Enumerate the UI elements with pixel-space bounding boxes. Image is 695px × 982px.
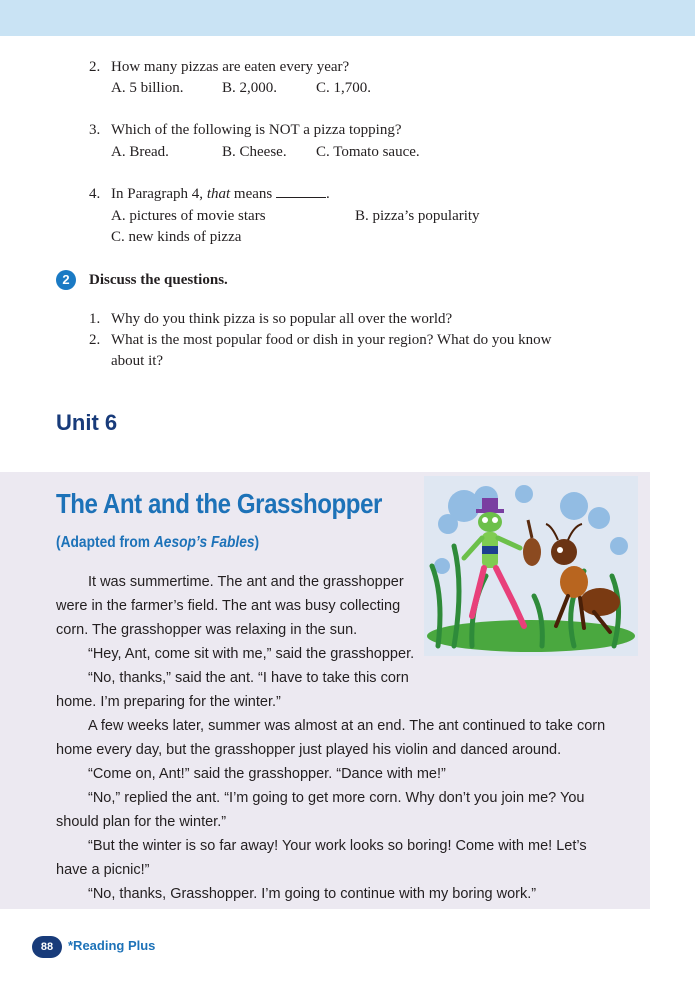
option-a: A. pictures of movie stars: [111, 208, 266, 224]
option-b: B. 2,000.: [222, 80, 278, 96]
story-line: home. I’m preparing for the winter.”: [56, 694, 281, 710]
subtitle-source: Aesop’s Fables: [153, 534, 255, 551]
answer-blank: [276, 183, 326, 198]
unit-title: Unit 6: [56, 410, 118, 435]
option-c: C. 1,700.: [316, 80, 372, 96]
question-text-emphasis: that: [206, 186, 231, 202]
question-text: How many pizzas are eaten every year?: [111, 59, 350, 75]
question-number: 3.: [89, 122, 101, 138]
question-number: 4.: [89, 186, 101, 202]
discuss-item-text-cont: about it?: [111, 353, 164, 369]
discuss-number: 2.: [89, 332, 101, 348]
story-line: should plan for the winter.”: [56, 814, 227, 830]
option-b: B. pizza’s popularity: [355, 208, 480, 224]
question-text-end: .: [325, 186, 330, 202]
story-line: home every day, but the grasshopper just played his violin and danced around.: [56, 742, 562, 758]
story-line: were in the farmer’s field. The ant was busy collecting: [56, 598, 401, 614]
question-text: [111, 183, 330, 205]
story-line: “But the winter is so far away! Your work looks so boring! Come with me! Let’s: [88, 838, 587, 854]
discuss-item-text: Why do you think pizza is so popular all over the world?: [111, 311, 453, 327]
question-text-post: means: [230, 186, 273, 202]
story-line: “Hey, Ant, come sit with me,” said the grasshopper.: [88, 646, 415, 662]
story-line: “Come on, Ant!” said the grasshopper. “Dance with me!”: [88, 766, 446, 782]
story-line: It was summertime. The ant and the grasshopper: [88, 574, 404, 590]
story-line: “No, thanks, Grasshopper. I’m going to continue with my boring work.”: [88, 886, 537, 902]
grasshopper-ant-illustration-icon: [424, 476, 638, 656]
story-title: The Ant and the Grasshopper: [56, 488, 382, 519]
section-label: *Reading Plus: [68, 938, 156, 953]
discuss-number: 1.: [89, 311, 101, 327]
question-text-pre: In Paragraph 4,: [111, 186, 207, 202]
page-number: 88: [32, 936, 62, 958]
option-a: A. 5 billion.: [111, 80, 184, 96]
option-c: C. new kinds of pizza: [111, 229, 242, 245]
top-header-band: [0, 0, 695, 36]
story-subtitle: [56, 534, 259, 552]
discuss-item-text: What is the most popular food or dish in your region? What do you know: [111, 332, 552, 348]
option-b: B. Cheese.: [222, 144, 287, 160]
story-line: have a picnic!”: [56, 862, 150, 878]
story-line: A few weeks later, summer was almost at an end. The ant continued to take corn: [88, 718, 606, 734]
question-number: 2.: [89, 59, 101, 75]
option-c: C. Tomato sauce.: [316, 144, 420, 160]
question-text: Which of the following is NOT a pizza topping?: [111, 122, 402, 138]
discuss-heading: Discuss the questions.: [89, 272, 228, 288]
subtitle-pre: (Adapted from: [56, 534, 154, 551]
story-line: “No, thanks,” said the ant. “I have to take this corn: [88, 670, 409, 686]
option-a: A. Bread.: [111, 144, 169, 160]
subtitle-post: ): [254, 534, 260, 551]
section-number-badge: 2: [56, 270, 76, 290]
story-line: “No,” replied the ant. “I’m going to get more corn. Why don’t you join me? You: [88, 790, 585, 806]
story-line: corn. The grasshopper was relaxing in the sun.: [56, 622, 358, 638]
